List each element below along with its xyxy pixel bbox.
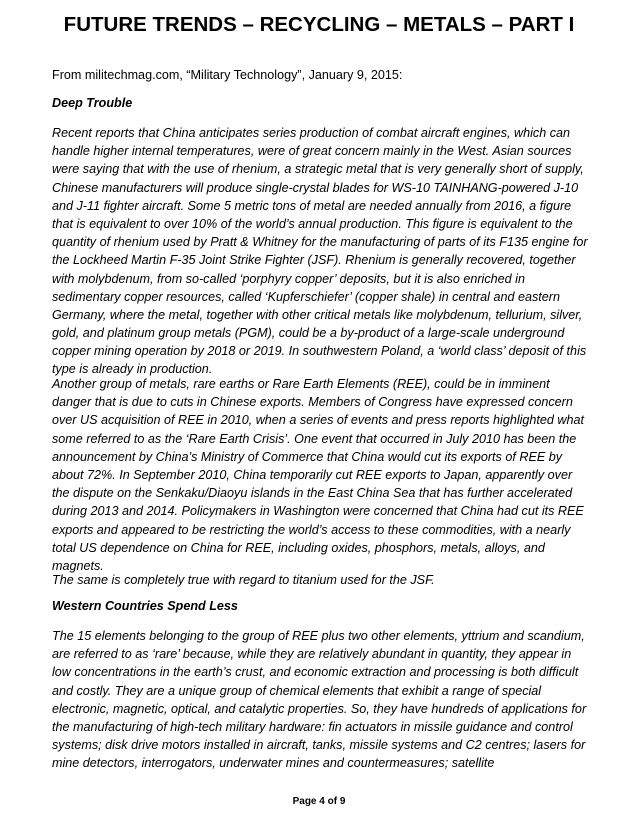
text-line: about 72%. In September 2010, China temporarily cut REE exports to Japan, apparently over: [52, 467, 573, 482]
text-line: copper mining operation by 2018 or 2019. In southwestern Poland, a ‘world class’ deposit of this: [52, 344, 587, 359]
source-line: From militechmag.com, “Military Technology”, January 9, 2015:: [52, 68, 403, 82]
text-line: were saying that with the use of rhenium, a strategic metal that is very generally short of supply,: [52, 162, 584, 177]
paragraph-rare-earths: [52, 375, 612, 575]
text-line: Chinese manufacturers will produce single-crystal blades for WS-10 TAINHANG-powered J-10: [52, 180, 579, 195]
text-line: are referred to as ‘rare’ because, while they are relatively abundant in quantity, they appear in: [52, 647, 572, 662]
text-line: exports and appeared to be restricting the world’s access to these commodities, with a nearly: [52, 522, 571, 537]
text-line: Another group of metals, rare earths or Rare Earth Elements (REE), could be in imminent: [52, 377, 550, 391]
text-line: The 15 elements belonging to the group of REE plus two other elements, yttrium and scandium,: [52, 629, 585, 643]
text-line: handle higher internal temperatures, were of great concern mainly in the West. Asian sources: [52, 144, 572, 159]
text-line: with molybdenum, from so-called ‘porphyry copper’ deposits, but it is also enriched in: [52, 271, 525, 286]
text-line: mine detectors, interrogators, underwater mines and countermeasures; satellite: [52, 756, 495, 771]
text-line: danger that is due to cuts in Chinese exports. Members of Congress have expressed concern: [52, 395, 573, 410]
text-line: during 2013 and 2014. Policymakers in Washington were concerned that China had cut its REE: [52, 504, 584, 519]
paragraph-ree-elements: [52, 627, 612, 773]
text-line: and J-11 fighter aircraft. Some 5 metric tons of metal are needed annually from 2016, a figure: [52, 198, 572, 213]
text-line: sedimentary copper resources, called ‘Kupferschiefer’ (copper shale) in central and eastern: [52, 289, 560, 304]
text-line: quantity of rhenium used by Pratt & Whitney for the manufacturing of parts of its F135 engine for: [52, 235, 588, 250]
text-line: total US dependence on China for REE, including oxides, phosphors, metals, alloys, and: [52, 540, 545, 555]
paragraph-titanium: [52, 571, 612, 589]
page-number: Page 4 of 9: [292, 796, 346, 807]
text-line: gold, and platinum group metals (PGM), could be a by-product of a large-scale underground: [52, 326, 565, 341]
paragraph-rhenium: [52, 124, 612, 379]
text-line: low concentrations in the earth’s crust, and economic extraction and processing is both difficult: [52, 665, 579, 680]
text-line: the dispute on the Senkaku/Diaoyu islands in the East China Sea that has further accelerated: [52, 486, 573, 501]
text-line: announcement by China’s Ministry of Commerce that China would cut its exports of REE by: [52, 449, 563, 464]
text-line: The same is completely true with regard to titanium used for the JSF.: [52, 573, 435, 587]
text-line: systems; disk drive motors installed in aircraft, tanks, missile systems and C2 centres; lasers for: [52, 738, 586, 753]
page-title: FUTURE TRENDS – RECYCLING – METALS – PART I: [63, 13, 575, 36]
text-line: that is equivalent to over 10% of the world’s annual production. This figure is equivalent to the: [52, 216, 573, 231]
text-line: the Lockheed Martin F-35 Joint Strike Fighter (JSF). Rhenium is generally recovered, together: [52, 253, 576, 268]
text-line: some referred to as the ‘Rare Earth Crisis’. One event that occurred in July 2010 has been the: [52, 431, 577, 446]
text-line: Recent reports that China anticipates series production of combat aircraft engines, which can: [52, 126, 571, 140]
section-heading-deep-trouble: Deep Trouble: [52, 96, 133, 110]
text-line: and costly. They are a unique group of chemical elements that exhibit a range of special: [52, 683, 542, 698]
text-line: Germany, where the metal, together with other critical metals like molybdenum, tellurium, silver,: [52, 307, 583, 322]
text-line: electronic, magnetic, optical, and catalytic properties. So, they have hundreds of applications for: [52, 701, 587, 716]
text-line: type is already in production.: [52, 362, 213, 377]
text-line: over US acquisition of REE in 2010, when a series of events and press reports highlighted what: [52, 413, 585, 428]
section-heading-western-countries: Western Countries Spend Less: [52, 599, 238, 613]
text-line: the manufacturing of high-tech military hardware: fin actuators in missile guidance and control: [52, 719, 573, 734]
text-line: magnets.: [52, 558, 104, 573]
